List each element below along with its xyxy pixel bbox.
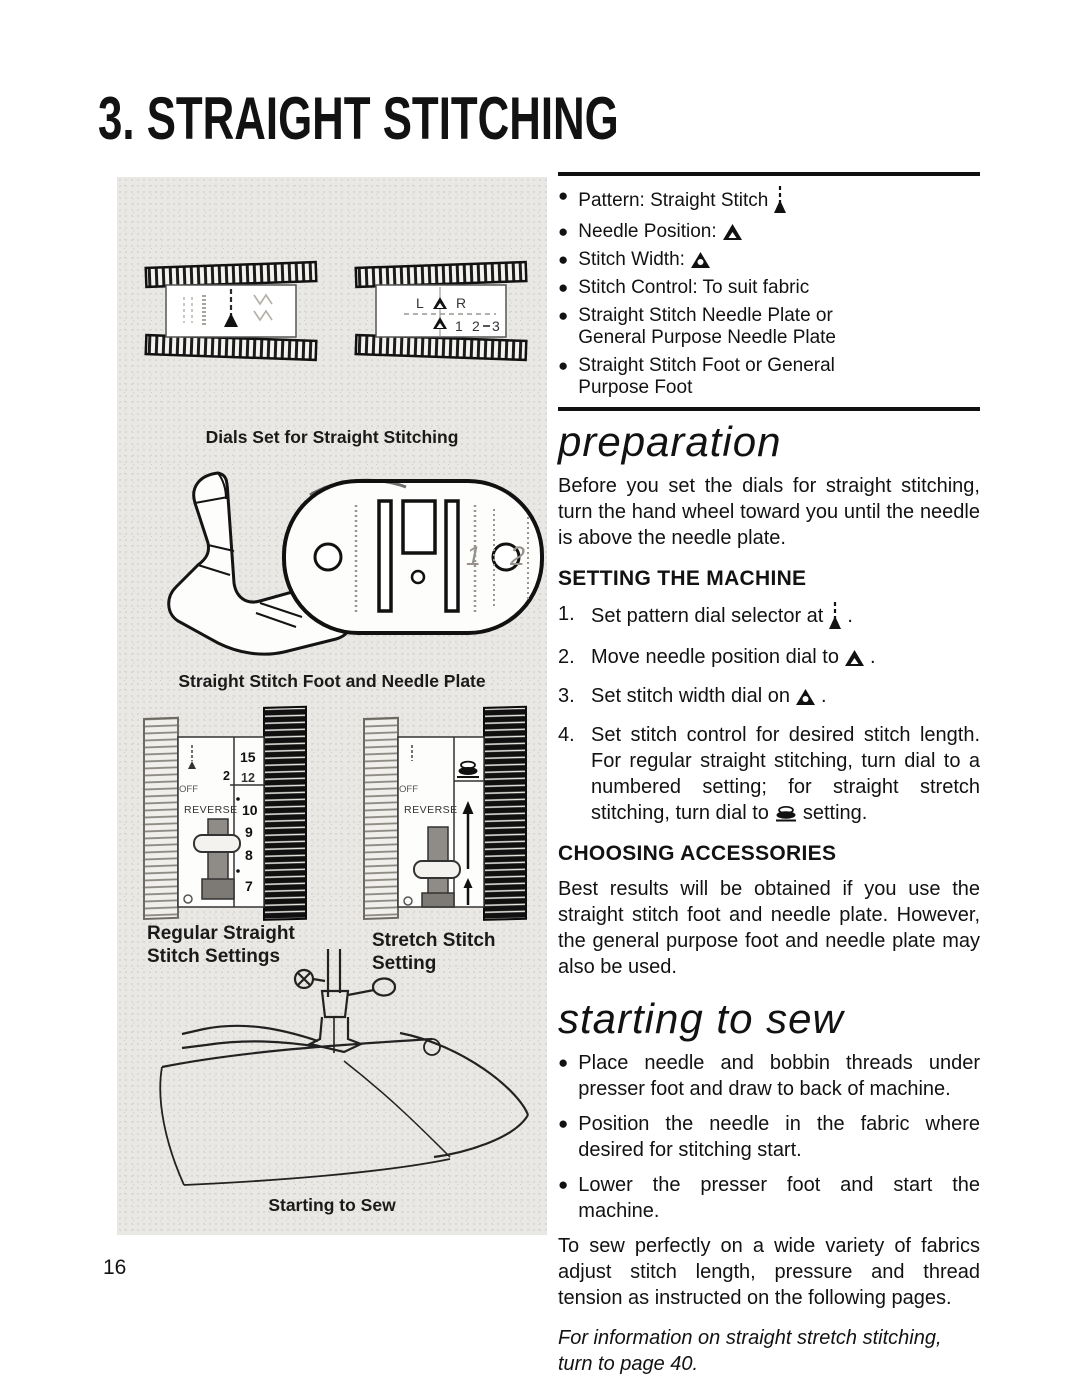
width-dial-window: [356, 262, 527, 360]
step-number: 4.: [558, 724, 575, 746]
stretch-stitch-icon: [774, 805, 798, 822]
bullet: ●: [558, 222, 569, 241]
sewing-sketch: [160, 949, 528, 1185]
preparation-heading: preparation: [558, 418, 782, 465]
step-item: [558, 644, 980, 670]
sew-bullet-text: Position the needle in the fabric where desired for stitching start.: [578, 1113, 980, 1161]
dials-set-caption: Dials Set for Straight Stitching: [205, 427, 459, 447]
illustration-panel: [117, 177, 547, 1235]
stretch-stitch-note: For information on straight stretch stitching, turn to page 40.: [558, 1327, 942, 1375]
plate-number-1: 1: [466, 541, 482, 571]
bullet: ●: [558, 306, 569, 325]
choosing-accessories-body: Best results will be obtained if you use the straight stitch foot and needle plate. However, the general purpose foot and needle plate may also be used.: [558, 878, 980, 978]
setting-machine-heading: SETTING THE MACHINE: [558, 567, 807, 590]
choosing-accessories-heading: CHOOSING ACCESSORIES: [558, 842, 837, 865]
foot-and-plate-caption: Straight Stitch Foot and Needle Plate: [178, 671, 486, 691]
step-suffix: .: [869, 646, 876, 668]
stretch-setting-caption: Stretch Stitch Setting: [372, 930, 496, 974]
needle-left-label: L: [416, 295, 424, 311]
scale-12: 12: [241, 771, 255, 785]
list-item: [558, 221, 980, 243]
off-label: OFF: [179, 784, 198, 795]
divider-top: [558, 172, 980, 176]
bullet: ●: [558, 278, 569, 297]
stitch-control-figure: [132, 705, 532, 933]
regular-settings-caption: Regular Straight Stitch Settings: [147, 923, 295, 967]
step-text: Set pattern dial selector at: [591, 605, 824, 627]
off-label: OFF: [399, 784, 418, 795]
bullet: ●: [558, 250, 569, 269]
plate-number-2: 2: [510, 541, 526, 571]
starting-to-sew-figure: [132, 949, 532, 1189]
spec-label: Straight Stitch Foot or General Purpose Foot: [578, 355, 835, 398]
needle-plate-drawing: [284, 480, 542, 633]
straight-stitch-icon: [773, 185, 787, 215]
step-text: Set stitch width dial on: [591, 685, 790, 707]
page-title: 3. STRAIGHT STITCHING: [98, 85, 619, 152]
stitch-width-icon: [690, 251, 711, 269]
spec-label: Straight Stitch Needle Plate or General Purpose Needle Plate: [578, 305, 836, 348]
scale-7: 7: [245, 878, 253, 894]
list-item: [558, 1050, 980, 1102]
step-number: 1.: [558, 603, 575, 625]
scale-8: 8: [245, 847, 253, 863]
stitch-width-icon: [795, 688, 816, 706]
step-item: [558, 722, 980, 826]
needle-position-icon: [844, 649, 865, 667]
reverse-label: REVERSE: [404, 804, 458, 816]
regular-stitch-dial: [144, 707, 306, 920]
scale-10: 10: [242, 802, 258, 818]
step-suffix: setting.: [802, 802, 868, 824]
preparation-body: Before you set the dials for straight stitching, turn the hand wheel toward you until the needle is above the needle plate.: [558, 475, 980, 549]
step-item: [558, 601, 980, 631]
starting-to-sew-list: [558, 1050, 980, 1224]
spec-label: Needle Position:: [578, 221, 717, 242]
list-item: [558, 185, 980, 215]
text-column: [558, 172, 980, 1377]
bullet: ●: [558, 1053, 569, 1072]
starting-to-sew-heading: starting to sew: [558, 995, 844, 1042]
dials-set-figure: [132, 257, 532, 369]
step-number: 3.: [558, 685, 575, 707]
needle-position-icon: [722, 223, 743, 241]
list-item: [558, 355, 980, 399]
width-3-label: 3: [492, 318, 500, 334]
pattern-dial-window: [146, 262, 317, 360]
sew-bullet-text: Place needle and bobbin threads under presser foot and draw to back of machine.: [578, 1052, 980, 1100]
list-item: [558, 1172, 980, 1224]
needle-right-label: R: [456, 295, 467, 311]
step-number: 2.: [558, 646, 575, 668]
spec-label: Pattern: Straight Stitch: [578, 190, 769, 211]
step-text: Set stitch control for desired stitch length. For regular straight stitching, turn dial to a numbered setting; for straight stretch stitching, turn dial to: [591, 724, 980, 824]
machine-spec-list: [558, 185, 980, 399]
scale-2: 2: [223, 769, 230, 783]
divider-mid: [558, 407, 980, 411]
list-item: [558, 277, 980, 299]
sewing-advice-body: To sew perfectly on a wide variety of fabrics adjust stitch length, pressure and thread tension as instructed on the following pages.: [558, 1235, 980, 1309]
setting-machine-steps: [558, 601, 980, 826]
reverse-label: REVERSE: [184, 804, 238, 816]
step-suffix: .: [821, 685, 827, 707]
scale-15: 15: [240, 749, 256, 765]
bullet: ●: [558, 356, 569, 375]
spec-label: Stitch Control: To suit fabric: [578, 277, 810, 298]
starting-to-sew-caption: Starting to Sew: [268, 1195, 396, 1215]
step-text: Move needle position dial to: [591, 646, 839, 668]
foot-and-plate-figure: [132, 465, 532, 670]
bullet: ●: [558, 1175, 569, 1194]
scale-9: 9: [245, 824, 253, 840]
list-item: [558, 1111, 980, 1163]
page-number: 16: [103, 1256, 127, 1279]
straight-stitch-icon: [828, 601, 842, 631]
width-2-label: 2: [472, 318, 480, 334]
step-suffix: .: [847, 605, 853, 627]
bullet: ●: [558, 186, 569, 205]
bullet: ●: [558, 1114, 569, 1133]
list-item: [558, 305, 980, 349]
spec-label: Stitch Width:: [578, 249, 685, 270]
step-item: [558, 683, 980, 709]
list-item: [558, 249, 980, 271]
stretch-stitch-dial: [364, 707, 526, 920]
sew-bullet-text: Lower the presser foot and start the machine.: [578, 1174, 980, 1222]
width-1-label: 1: [455, 318, 463, 334]
